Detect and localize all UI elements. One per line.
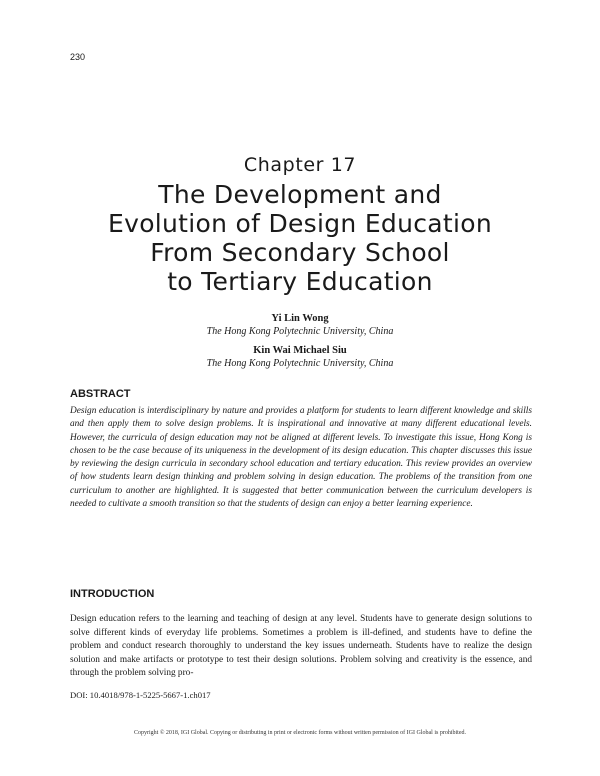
doi-line: DOI: 10.4018/978-1-5225-5667-1.ch017 [70, 690, 211, 700]
introduction-text: Design education refers to the learning and teaching of design at any level. Students have to generate design solutions to solve different kinds of everyday life problems. Sometimes a problem is ill-defined, and students have to define the problem and conduct research thoroughly to understand the key issues underneath. Students have to realize the design solution and make artifacts or prototype to test their design solutions. Problem solving and creativity is the essence, and through the problem solving pro- [70, 614, 532, 679]
author-affiliation: The Hong Kong Polytechnic University, China [206, 358, 394, 369]
author-name: Yi Lin Wong [271, 313, 329, 324]
chapter-title-line: The Development and [158, 180, 442, 209]
chapter-label: Chapter 17 [243, 154, 357, 176]
copyright-notice: Copyright © 2018, IGI Global. Copying or distributing in print or electronic forms without written permission of IGI Global is prohibited. [133, 730, 466, 736]
chapter-title-line: From Secondary School [150, 238, 450, 267]
chapter-title [60, 180, 540, 296]
author-name: Kin Wai Michael Siu [253, 345, 347, 356]
chapter-title-line: to Tertiary Education [167, 267, 433, 296]
chapter-title-line: Evolution of Design Education [108, 209, 492, 238]
abstract-text: Design education is interdisciplinary by nature and provides a platform for students to learn different knowledge and skills and then apply them to solve design problems. It is inspirational and innovative at many different educational levels. However, the curricula of design education may not be aligned at different levels. To investigate this issue, Hong Kong is chosen to be the case because of its uniqueness in the development of its design education. This chapter discusses this issue by reviewing the design curricula in secondary school education and tertiary education. This review provides an overview of how students learn design thinking and problem solving in design education. The problems of the transition from one curriculum to another are highlighted. It is suggested that better communication between the curriculum developers is needed to cultivate a smooth transition so that the students of design can enjoy a better learning experience. [70, 406, 532, 510]
abstract-heading: ABSTRACT [70, 388, 131, 400]
author-affiliation: The Hong Kong Polytechnic University, China [206, 326, 394, 337]
page-number: 230 [70, 52, 86, 62]
introduction-heading: INTRODUCTION [70, 588, 155, 600]
